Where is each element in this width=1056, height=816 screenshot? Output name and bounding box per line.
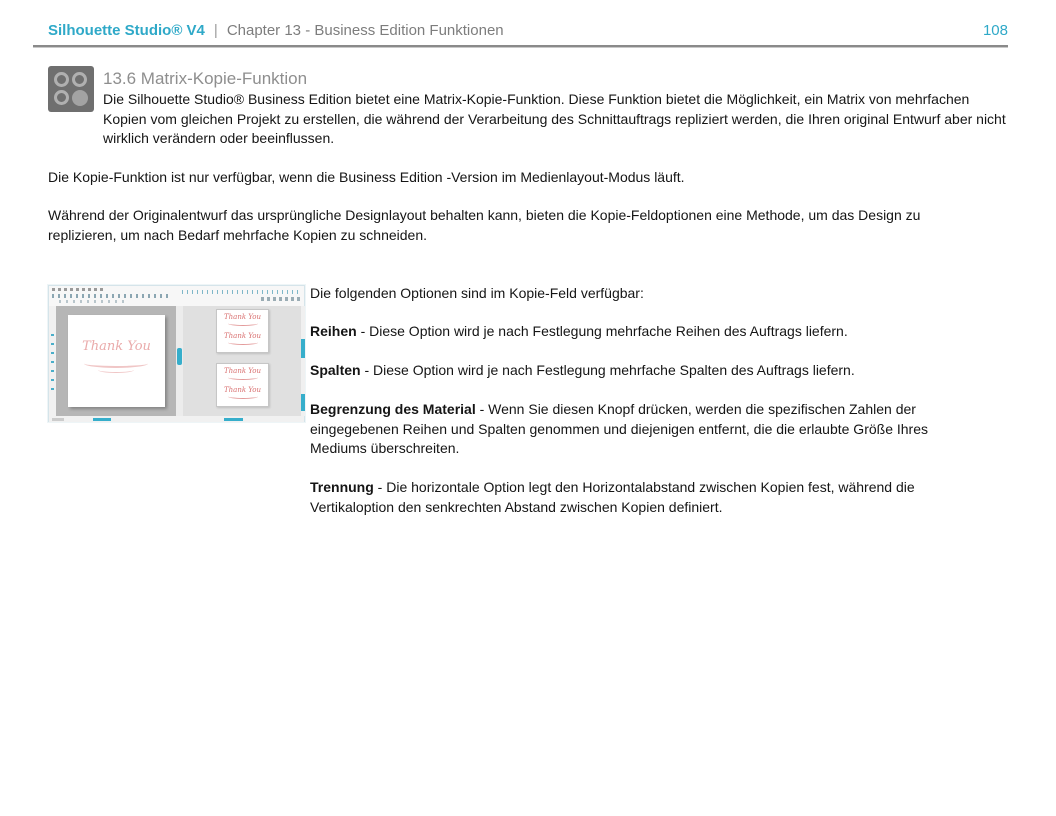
- option-term: Spalten: [310, 362, 361, 378]
- scrollbar-stub: [52, 418, 64, 421]
- screenshot-toolbar-row2: [59, 300, 129, 303]
- matrix-copy-icon: [48, 66, 94, 112]
- screenshot-ruler: [182, 290, 298, 294]
- screenshot-menubar: [52, 288, 104, 291]
- option-description: - Diese Option wird je nach Festlegung mehrfache Reihen des Auftrags liefern.: [356, 323, 848, 339]
- copy-card: [216, 363, 269, 407]
- option-term: Reihen: [310, 323, 357, 339]
- icon-circle-outline: [54, 72, 69, 87]
- section-intro-paragraph: Die Silhouette Studio® Business Edition bietet eine Matrix-Kopie-Funktion. Diese Funktion bietet die Möglichkeit, ein Matrix von mehrfachen Kopien vom gleichen Projekt zu erstellen, die während der Verarbeitung des Schnittauftrags repliziert werden, die Ihren original Entwurf aber nicht wirklich verändern oder beeinflussen.: [103, 91, 1006, 146]
- copy-design-text: Thank You: [223, 313, 262, 321]
- divider-handle: [177, 348, 182, 365]
- option-description: - Wenn Sie diesen Knopf drücken, werden die spezifischen Zahlen der eingegebenen Reihen und Spalten genommen und diejenigen entfernt, die die erlaubte Größe Ihres Mediums überschreiten.: [310, 401, 928, 456]
- media-layout-panel: [183, 306, 302, 416]
- copy-design-flourish: [228, 340, 258, 345]
- option-begrenzung: [310, 400, 972, 459]
- brand-title: Silhouette Studio® V4: [48, 22, 205, 39]
- design-text: Thank You: [82, 339, 151, 354]
- scrollbar-handle: [224, 418, 243, 421]
- design-flourish: [98, 367, 134, 373]
- option-spalten: [310, 361, 972, 381]
- chapter-title: Chapter 13 - Business Edition Funktionen: [226, 22, 504, 39]
- app-screenshot: [48, 285, 305, 422]
- option-description: - Diese Option wird je nach Festlegung mehrfache Spalten des Auftrags liefern.: [360, 362, 855, 378]
- section-title: 13.6 Matrix-Kopie-Funktion: [103, 69, 308, 88]
- replicate-paragraph: Während der Originalentwurf das ursprüngliche Designlayout behalten kann, bieten die Kopie-Feldoptionen eine Methode, um das Design zu replizieren, um nach Bedarf mehrfache Kopien zu schneiden.: [48, 207, 921, 243]
- panel-divider: [176, 306, 183, 416]
- copy-design-flourish: [228, 375, 258, 380]
- copy-design-flourish: [228, 321, 258, 326]
- availability-paragraph: Die Kopie-Funktion ist nur verfügbar, wenn die Business Edition -Version im Medienlayout-Modus läuft.: [48, 169, 685, 185]
- horizontal-scrollbar: [49, 416, 304, 422]
- copy-design-text: Thank You: [223, 386, 262, 394]
- copy-design-text: Thank You: [223, 332, 262, 340]
- design-page: [68, 315, 165, 407]
- icon-circle-filled: [72, 90, 88, 106]
- options-intro: Die folgenden Optionen sind im Kopie-Feld verfügbar:: [310, 285, 644, 301]
- icon-circle-outline: [72, 72, 87, 87]
- scrollbar-handle: [301, 394, 305, 411]
- scrollbar-handle: [301, 339, 305, 358]
- copy-card: [216, 309, 269, 353]
- page-header: [48, 22, 1008, 42]
- vertical-scrollbar: [301, 306, 305, 416]
- tool-strip-icons: [51, 334, 54, 396]
- icon-circle-outline: [54, 90, 69, 105]
- scrollbar-handle: [93, 418, 111, 421]
- header-rule: [33, 45, 1008, 48]
- option-description: - Die horizontale Option legt den Horizontalabstand zwischen Kopien fest, während die Vertikaloption den senkrechten Abstand zwischen Kopien definiert.: [310, 479, 915, 515]
- option-term: Trennung: [310, 479, 374, 495]
- option-reihen: [310, 322, 972, 342]
- screenshot-toolbar-icons: [52, 294, 170, 298]
- header-separator: |: [213, 22, 218, 39]
- page-number: 108: [982, 22, 1008, 39]
- screenshot-left-tool-strip: [49, 306, 56, 416]
- option-term: Begrenzung des Material: [310, 401, 476, 417]
- copy-design-text: Thank You: [223, 367, 262, 375]
- option-trennung: [310, 478, 972, 517]
- screenshot-corner-icons: [261, 297, 301, 301]
- design-canvas-panel: [56, 306, 176, 416]
- copy-design-flourish: [228, 394, 258, 399]
